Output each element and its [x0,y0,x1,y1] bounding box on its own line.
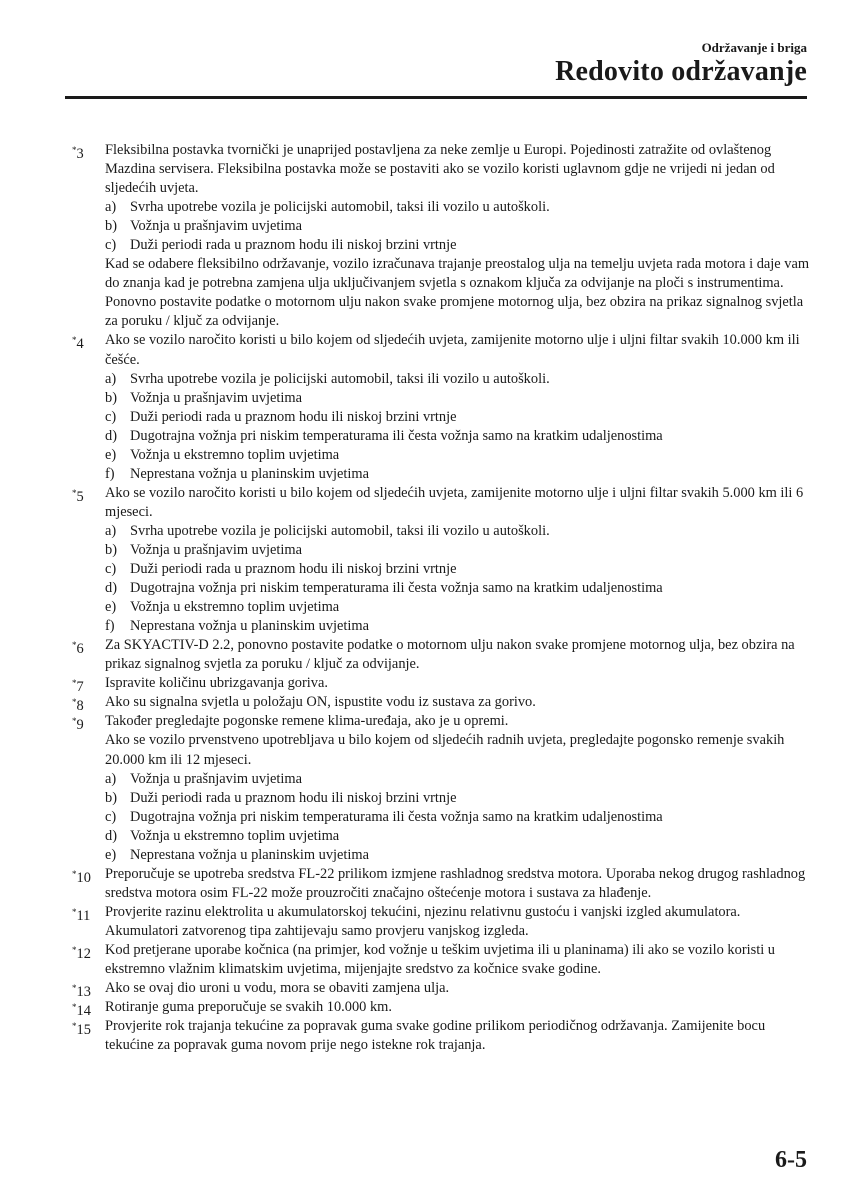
footnote-number: 11 [76,907,91,924]
condition-list-item [105,579,812,598]
condition-list-item [105,389,812,408]
footnote-asterisk: * [72,716,77,727]
condition-list [105,198,812,255]
footnote-number: 7 [76,679,84,696]
footnote-item [72,636,812,674]
condition-label: d) [105,580,117,597]
condition-text: Neprestana vožnja u planinskim uvjetima [130,618,369,635]
footnote-item [72,693,812,715]
condition-text: Svrha upotrebe vozila je policijski automobil, taksi ili vozilo u autoškoli. [130,199,550,216]
footnote-marker [72,941,91,964]
footnote-paragraph: Preporučuje se upotreba sredstva FL-22 prilikom izmjene rashladnog sredstva motora. Uporaba nekog drugog rashladnog sredstva motora osim FL-22 može prouzročiti značajno oštećenje motora i sustava za hlađenje. [105,865,806,901]
footnote-item [72,998,812,1020]
condition-text: Duži periodi rada u praznom hodu ili niskoj brzini vrtnje [130,561,457,578]
condition-label: b) [105,789,117,806]
condition-label: e) [105,846,117,863]
footnote-item [72,331,812,483]
footnote-paragraph: Ispravite količinu ubrizgavanja goriva. [105,675,328,692]
footnote-item [72,941,812,979]
condition-label: a) [105,770,117,787]
footnote-paragraph: Ako se ovaj dio uroni u vodu, mora se obaviti zamjena ulja. [105,980,450,997]
footnote-item [72,712,812,864]
footnote-number: 14 [76,1003,91,1020]
footnote-asterisk: * [72,1002,77,1013]
footnote-item [72,141,812,331]
footnote-paragraph: Provjerite rok trajanja tekućine za popravak guma svake godine prilikom periodičnog održavanja. Zamijenite bocu tekućine za popravak guma novom prije nego istekne rok trajanja. [105,1018,766,1054]
footnote-item [72,865,812,903]
condition-text: Vožnja u prašnjavim uvjetima [130,541,302,558]
condition-list-item [105,789,812,808]
condition-list-item [105,598,812,617]
condition-label: c) [105,237,117,254]
condition-text: Vožnja u prašnjavim uvjetima [130,770,302,787]
condition-list-item [105,408,812,427]
condition-list [105,370,812,484]
footnote-paragraph: Za SKYACTIV-D 2.2, ponovno postavite podatke o motornom ulju nakon svake promjene motornog ulja, bez obzira na prikaz signalnog svjetla za poruku / ključ za odvijanje. [105,637,795,673]
condition-list-item [105,770,812,789]
footnote-asterisk: * [72,906,77,917]
condition-label: a) [105,370,117,387]
footnote-marker [72,484,84,507]
condition-text: Svrha upotrebe vozila je policijski automobil, taksi ili vozilo u autoškoli. [130,370,550,387]
condition-list-item [105,465,812,484]
condition-label: d) [105,827,117,844]
condition-list-item [105,236,812,255]
condition-list-item [105,617,812,636]
condition-list [105,770,812,865]
footnote-number: 13 [76,984,91,1001]
footnote-number: 9 [76,717,84,734]
condition-label: c) [105,408,117,425]
header-section-label: Održavanje i briga [701,40,807,55]
footnote-paragraph: Ako su signalna svjetla u položaju ON, ispustite vodu iz sustava za gorivo. [105,694,536,711]
condition-label: b) [105,218,117,235]
footnote-number: 3 [76,146,84,162]
condition-list-item [105,446,812,465]
footnote-paragraph: Također pregledajte pogonske remene klima-uređaja, ako je u opremi. [105,713,509,730]
footnote-paragraph: Kod pretjerane uporabe kočnica (na primjer, kod vožnje u teškim uvjetima ili u planinama) ili ako se vozilo koristi u ekstremno vlažnim klimatskim uvjetima, mijenjajte sredstvo za kočnice svake godine. [105,941,775,978]
condition-label: a) [105,522,117,539]
footnote-paragraph: Ponovno postavite podatke o motornom ulju nakon svake promjene motornog ulja, bez obzira na prikaz signalnog svjetla za poruku / ključ za odvijanje. [105,294,804,330]
condition-text: Dugotrajna vožnja pri niskim temperaturama ili česta vožnja samo na kratkim udaljenostima [130,580,663,597]
footnote-asterisk: * [72,983,77,994]
footnote-marker [72,865,91,888]
condition-label: b) [105,389,117,406]
footnote-number: 15 [76,1022,91,1039]
footnote-paragraph: Ako se vozilo naročito koristi u bilo kojem od sljedećih uvjeta, zamijenite motorno ulje i uljni filtar svakih 5.000 km ili 6 mjeseci. [105,484,804,520]
condition-list-item [105,217,812,236]
condition-label: a) [105,199,117,216]
footnote-item [72,1017,812,1055]
header-divider [65,96,807,99]
condition-text: Vožnja u ekstremno toplim uvjetima [130,827,340,844]
footnote-marker [72,903,90,926]
footnote-number: 5 [76,488,84,505]
condition-text: Vožnja u prašnjavim uvjetima [130,389,302,406]
footnote-paragraph: Ako se vozilo naročito koristi u bilo kojem od sljedećih uvjeta, zamijenite motorno ulje i uljni filtar svakih 10.000 km ili češće. [105,332,800,368]
condition-list-item [105,198,812,217]
condition-list-item [105,846,812,865]
footnote-asterisk: * [72,335,77,346]
condition-list-item [105,522,812,541]
footnote-item [72,979,812,1001]
condition-label: f) [105,618,115,635]
condition-text: Svrha upotrebe vozila je policijski automobil, taksi ili vozilo u autoškoli. [130,522,550,539]
condition-list-item [105,370,812,389]
footnote-item [72,903,812,941]
footnote-marker [72,712,84,735]
condition-list-item [105,427,812,446]
condition-text: Dugotrajna vožnja pri niskim temperaturama ili česta vožnja samo na kratkim udaljenostima [130,808,663,825]
footnote-marker [72,331,84,354]
footnote-number: 6 [76,641,84,658]
condition-list-item [105,827,812,846]
footnote-asterisk: * [72,640,77,651]
condition-text: Neprestana vožnja u planinskim uvjetima [130,465,369,482]
footnote-marker [72,1017,91,1040]
condition-label: f) [105,465,115,482]
footnote-asterisk: * [72,1021,77,1032]
footnote-item [72,674,812,696]
footnote-asterisk: * [72,145,77,155]
condition-text: Dugotrajna vožnja pri niskim temperaturama ili česta vožnja samo na kratkim udaljenostima [130,427,663,444]
condition-list-item [105,560,812,579]
footnote-number: 10 [76,869,91,886]
footnote-paragraph: Fleksibilna postavka tvornički je unaprijed postavljena za neke zemlje u Europi. Pojedinosti zatražite od ovlaštenog Mazdina servisera. Fleksibilna postavka može se postaviti ako se vozilo koristi uglavnom gdje ne vrijedi ni jedan od sljedećih uvjeta. [105,142,775,197]
footnote-number: 12 [76,945,91,962]
footnote-number: 4 [76,336,84,353]
condition-label: e) [105,599,117,616]
condition-text: Duži periodi rada u praznom hodu ili niskoj brzini vrtnje [130,237,457,254]
footnote-paragraph: Ako se vozilo prvenstveno upotrebljava u bilo kojem od sljedećih radnih uvjeta, pregledajte pogonsko remenje svakih 20.000 km ili 12 mjeseci. [105,732,785,768]
footnote-item [72,484,812,636]
footnote-paragraph: Provjerite razinu elektrolita u akumulatorskoj tekućini, njezinu relativnu gustoću i vanjski izgled akumulatora. Akumulatori zatvorenog tipa zahtijevaju samo provjeru vanjskog izgleda. [105,903,741,939]
footnote-marker [72,636,84,659]
condition-list [105,522,812,636]
footnote-asterisk: * [72,678,77,689]
condition-label: c) [105,808,117,825]
condition-list-item [105,808,812,827]
condition-text: Vožnja u prašnjavim uvjetima [130,218,302,235]
condition-list-item [105,541,812,560]
condition-label: e) [105,446,117,463]
page-title: Redovito održavanje [555,56,807,87]
footnote-list [72,141,812,1055]
condition-text: Vožnja u ekstremno toplim uvjetima [130,446,340,463]
footnote-paragraph: Kad se odabere fleksibilno održavanje, vozilo izračunava trajanje preostalog ulja na temelju uvjeta rada motora i daje vam do znanja kad je potrebna zamjena ulja uključivanjem svjetla s oznakom ključa za odvijanje na ploči s instrumentima. [105,256,810,292]
footnote-asterisk: * [72,868,77,879]
condition-text: Duži periodi rada u praznom hodu ili niskoj brzini vrtnje [130,789,457,806]
footnote-asterisk: * [72,697,77,708]
condition-text: Vožnja u ekstremno toplim uvjetima [130,599,340,616]
footnote-marker [72,141,84,164]
footnote-asterisk: * [72,487,77,498]
page-number: 6-5 [775,1147,807,1173]
condition-label: b) [105,541,117,558]
footnote-number: 8 [76,698,84,715]
condition-text: Duži periodi rada u praznom hodu ili niskoj brzini vrtnje [130,408,457,425]
condition-label: c) [105,561,117,578]
condition-text: Neprestana vožnja u planinskim uvjetima [130,846,369,863]
footnote-paragraph: Rotiranje guma preporučuje se svakih 10.000 km. [105,999,392,1016]
footnote-asterisk: * [72,944,77,955]
condition-label: d) [105,427,117,444]
